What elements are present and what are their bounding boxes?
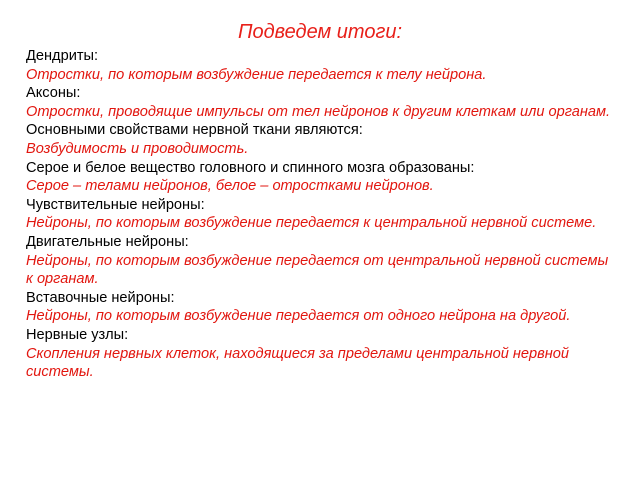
term-motor-neurons: Двигательные нейроны: xyxy=(26,233,189,250)
answer-sensory-neurons: Нейроны, по которым возбуждение передается к центральной нервной системе. xyxy=(26,215,597,232)
slide-title: Подведем итоги: xyxy=(237,21,402,43)
term-grey-white-matter: Серое и белое вещество головного и спинного мозга образованы: xyxy=(26,159,475,176)
answer-ganglia: Скопления нервных клеток, находящиеся за пределами центральной нервной системы. xyxy=(26,345,570,381)
answer-axons: Отростки, проводящие импульсы от тел нейронов к другим клеткам или органам. xyxy=(26,103,611,120)
term-tissue-properties: Основными свойствами нервной ткани являются: xyxy=(26,122,363,139)
answer-motor-neurons: Нейроны, по которым возбуждение передается от центральной нервной системы к органам. xyxy=(26,252,609,288)
term-ganglia: Нервные узлы: xyxy=(26,326,129,343)
term-interneurons: Вставочные нейроны: xyxy=(26,289,175,306)
summary-list xyxy=(26,47,616,382)
answer-tissue-properties: Возбудимость и проводимость. xyxy=(26,140,249,157)
answer-grey-white-matter: Серое – телами нейронов, белое – отростками нейронов. xyxy=(26,178,434,195)
answer-dendrites: Отростки, по которым возбуждение передается к телу нейрона. xyxy=(26,66,487,83)
term-dendrites: Дендриты: xyxy=(26,48,99,64)
term-sensory-neurons: Чувствительные нейроны: xyxy=(26,196,205,213)
answer-interneurons: Нейроны, по которым возбуждение передается от одного нейрона на другой. xyxy=(26,308,571,325)
term-axons: Аксоны: xyxy=(26,85,81,102)
